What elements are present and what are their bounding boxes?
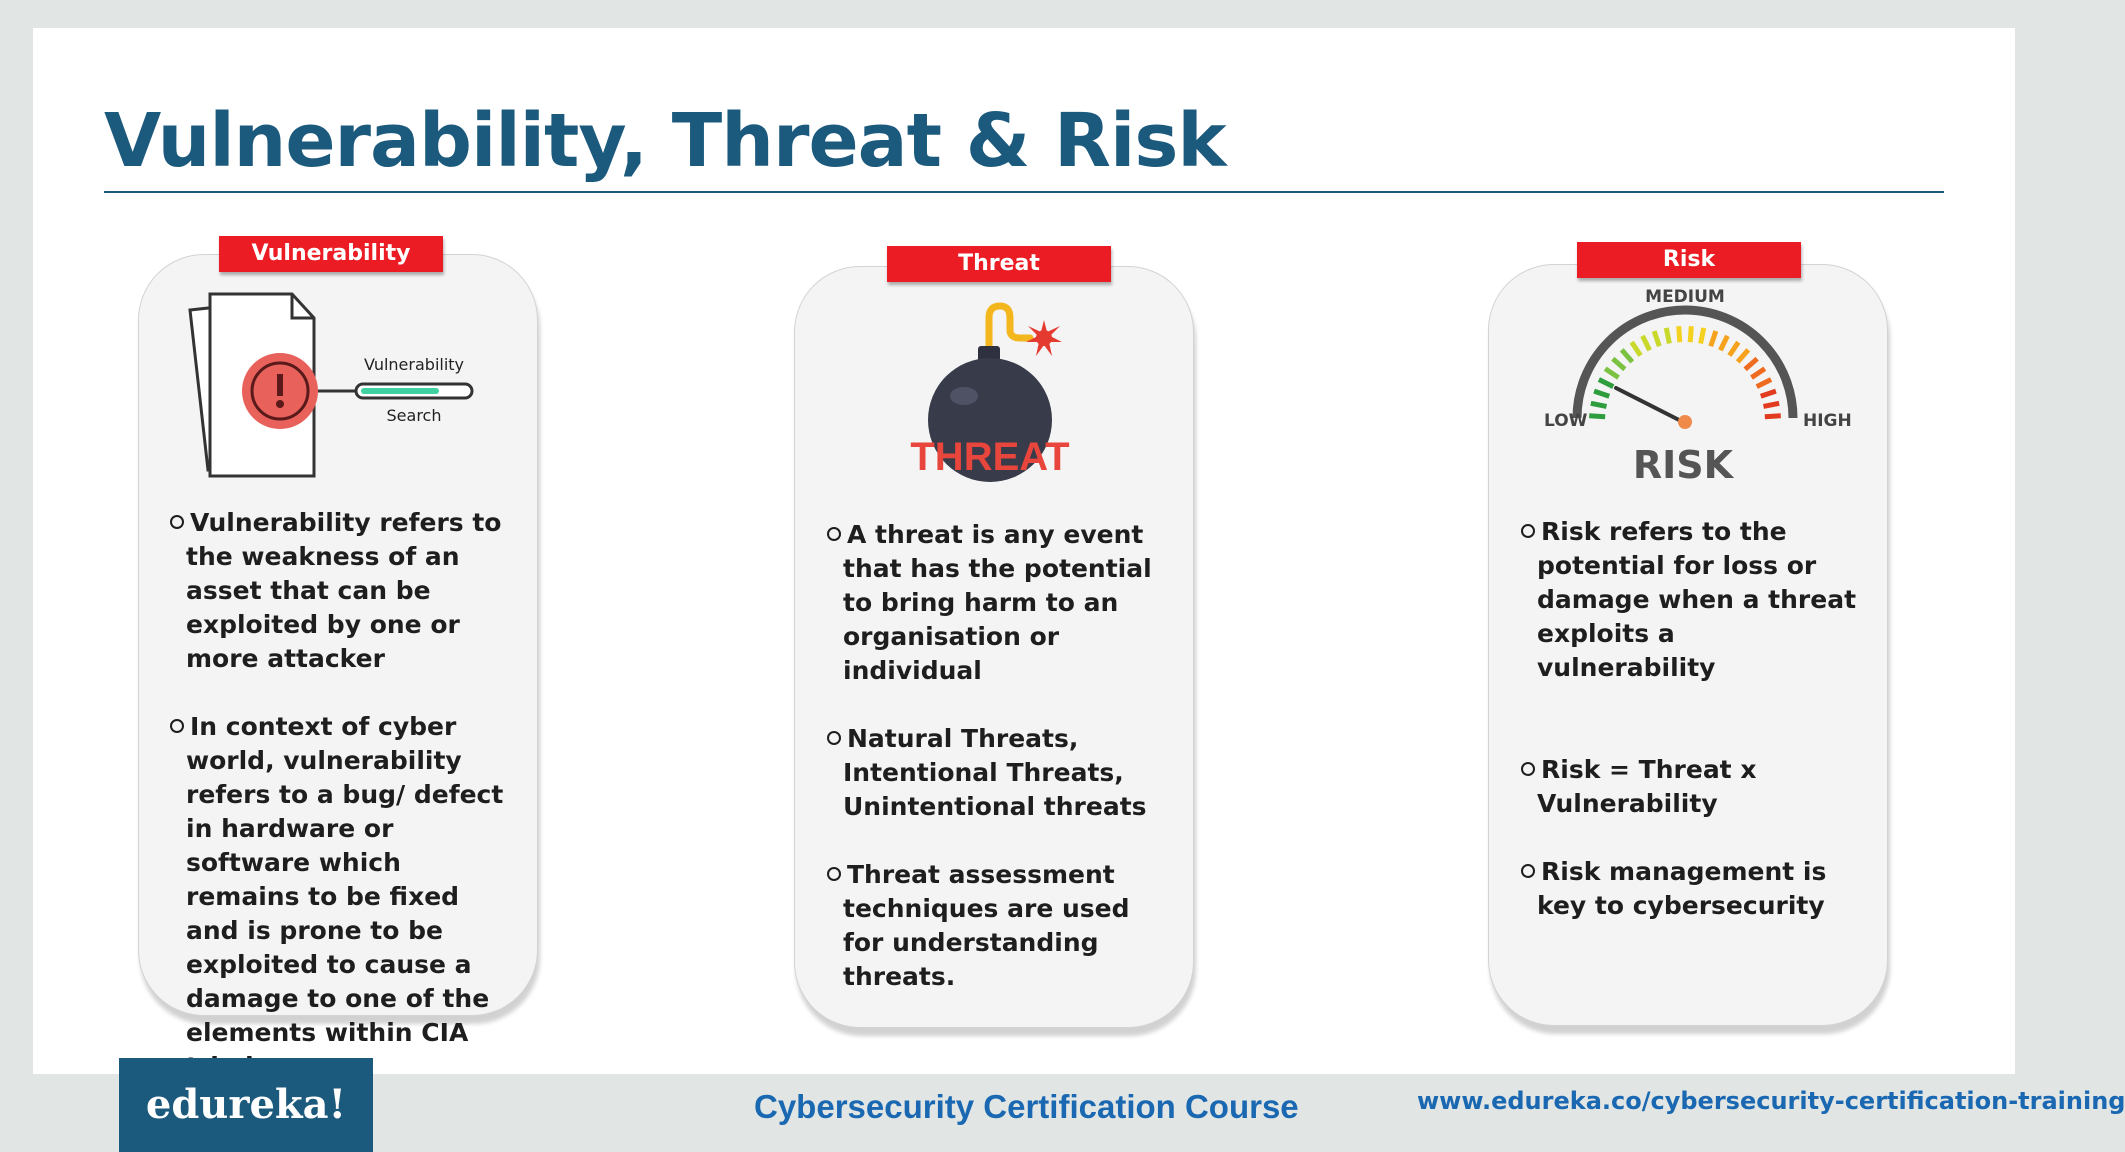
gauge-tick xyxy=(1711,331,1716,346)
bullet-item: Natural Threats, Intentional Threats, Unintentional threats xyxy=(827,722,1167,824)
gauge-tick xyxy=(1765,416,1781,417)
document-warning-icon xyxy=(186,280,486,490)
search-progress-fill xyxy=(361,388,439,394)
bullet-item: Risk management is key to cybersecurity xyxy=(1521,855,1861,923)
gauge-needle xyxy=(1616,388,1683,422)
vulnerability-search-label-bottom: Search xyxy=(386,406,442,425)
gauge-low-label: LOW xyxy=(1544,411,1588,431)
gauge-medium-label: MEDIUM xyxy=(1645,287,1725,307)
risk-tag: Risk xyxy=(1577,242,1801,278)
gauge-high-label: HIGH xyxy=(1803,411,1852,431)
gauge-tick xyxy=(1632,342,1641,355)
bullet-item: Risk refers to the potential for loss or damage when a threat exploits a vulnerability xyxy=(1521,515,1861,685)
title-divider xyxy=(104,191,1944,193)
gauge-tick xyxy=(1757,380,1771,387)
edureka-logo: edureka! xyxy=(119,1058,373,1152)
bomb-icon xyxy=(906,298,1086,482)
gauge-tick xyxy=(1643,336,1650,350)
gauge-tick xyxy=(1589,416,1605,417)
footer-course-title: Cybersecurity Certification Course xyxy=(754,1088,1299,1125)
bullet-item: Threat assessment techniques are used for understanding threats. xyxy=(827,858,1167,994)
gauge-tick xyxy=(1594,391,1609,396)
gauge-tick xyxy=(1701,328,1704,344)
bullet-item: Vulnerability refers to the weakness of an asset that can be exploited by one or more attacker xyxy=(170,506,510,676)
gauge-tick xyxy=(1613,359,1625,370)
bullet-item: Risk = Threat x Vulnerability xyxy=(1521,753,1861,821)
threat-tag: Threat xyxy=(887,246,1111,282)
gauge-tick xyxy=(1605,369,1618,378)
risk-gauge-icon xyxy=(1520,282,1850,494)
vulnerability-tag: Vulnerability xyxy=(219,236,443,272)
gauge-tick xyxy=(1622,350,1633,362)
risk-bullets xyxy=(1521,515,1861,923)
gauge-tick xyxy=(1591,403,1607,406)
gauge-pivot xyxy=(1678,415,1692,429)
gauge-tick xyxy=(1690,326,1691,342)
gauge-tick xyxy=(1752,369,1765,378)
footer-url-link[interactable]: www.edureka.co/cybersecurity-certification-training xyxy=(1417,1087,2125,1115)
slide-title: Vulnerability, Threat & Risk xyxy=(104,98,1226,184)
bullet-item: In context of cyber world, vulnerability refers to a bug/ defect in hardware or software which remains to be fixed and is prone to be exploited to cause a damage to one of the elements within CIA xyxy=(170,710,510,1084)
gauge-tick xyxy=(1763,403,1779,406)
vulnerability-bullets xyxy=(170,506,510,1084)
threat-word: THREAT xyxy=(910,435,1070,479)
risk-word: RISK xyxy=(1632,443,1734,487)
gauge-tick xyxy=(1720,336,1727,350)
threat-bullets xyxy=(827,518,1167,994)
gauge-tick xyxy=(1599,380,1613,387)
gauge-tick xyxy=(1654,331,1659,346)
vulnerability-search-label-top: Vulnerability xyxy=(363,355,465,374)
gauge-tick xyxy=(1761,391,1776,396)
gauge-tick xyxy=(1679,326,1680,342)
gauge-tick xyxy=(1729,342,1738,355)
gauge-tick xyxy=(1666,328,1669,344)
gauge-tick xyxy=(1738,350,1749,362)
gauge-tick xyxy=(1745,359,1757,370)
bullet-item: A threat is any event that has the potential to bring harm to an organisation or individual xyxy=(827,518,1167,688)
